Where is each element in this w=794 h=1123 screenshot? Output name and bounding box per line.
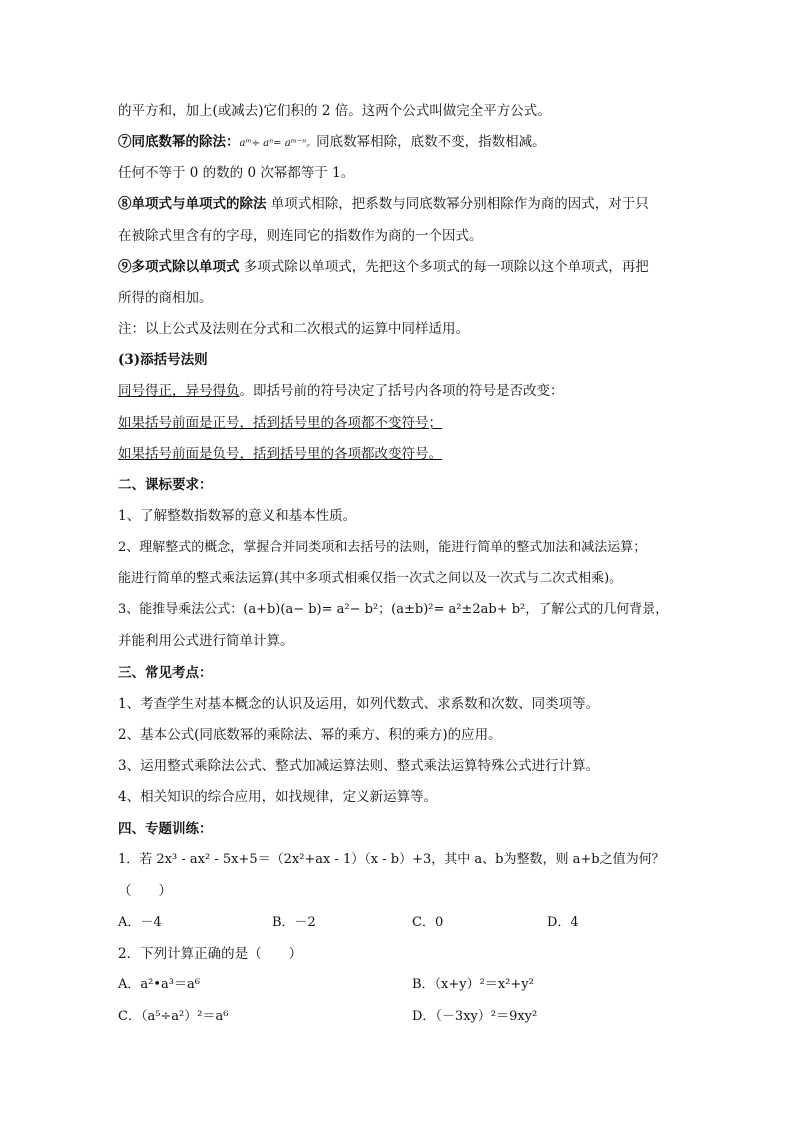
section-heading: (3)添括号法则 (118, 352, 208, 368)
question-1: 1．若 2x³ - ax² - 5x+5＝（2x²+ax - 1）（x - b）+3，其中 a、b为整数，则 a+b之值为何？ (118, 852, 665, 867)
q1-option-b: B．－2 (272, 915, 316, 930)
text-line: 的平方和，加上(或减去)它们积的 2 倍。这两个公式叫做完全平方公式。 (118, 103, 551, 119)
underlined-phrase: 同号得正，异号得负 (118, 383, 240, 399)
text-line: 3、能推导乘法公式：(a+b)(a− b)= a²− b²；(a±b)²= a²±2ab+ b²，了解公式的几何背景， (118, 602, 669, 617)
rule-text: 同底数幂相除，底数不变，指数相减。 (316, 134, 546, 150)
text-line: 1、考查学生对基本概念的认识及运用，如列代数式、求系数和次数、同类项等。 (118, 696, 600, 712)
rule-text: 多项式除以单项式，先把这个多项式的每一项除以这个单项式，再把 (239, 259, 649, 275)
text-line: 并能利用公式进行简单计算。 (118, 633, 294, 649)
q1-option-a: A．－4 (118, 915, 162, 930)
text-line: 能进行简单的整式乘法运算(其中多项式相乘仅指一次式之间以及一次式与二次式相乘)。 (118, 571, 623, 586)
text-line: 2、理解整式的概念，掌握合并同类项和去括号的法则，能进行简单的整式加法和减法运算； (118, 540, 647, 555)
text-line: 如果括号前面是负号，括到括号里的各项都改变符号。 (118, 446, 442, 462)
note-line: 注：以上公式及法则在分式和二次根式的运算中同样适用。 (118, 321, 469, 337)
q2-option-d: D．（－3xy）²＝9xy² (412, 1009, 538, 1024)
section-heading: 三、常见考点： (118, 665, 213, 681)
rule-division-same-base (118, 134, 678, 152)
q2-option-b: B．（x+y）²＝x²+y² (412, 977, 534, 992)
text-line: 4、相关知识的综合应用，如找规律，定义新运算等。 (118, 789, 438, 805)
rule-heading: ⑨多项式除以单项式 (118, 259, 240, 275)
section-heading: 二、课标要求： (118, 477, 213, 493)
question-2: 2．下列计算正确的是（ ） (118, 946, 303, 962)
q1-option-c: C．0 (412, 915, 444, 930)
q2-option-a: A．a²•a³＝a⁶ (118, 977, 200, 992)
rule-heading: ⑦同底数幂的除法： (118, 134, 240, 150)
text-line: 2、基本公式(同底数幂的乘除法、幂的乘方、积的乘方)的应用。 (118, 727, 502, 743)
text-line: 如果括号前面是正号，括到括号里的各项都不变符号； (118, 415, 442, 431)
section-heading: 四、专题训练： (118, 821, 213, 837)
q1-option-d: D．4 (547, 915, 579, 930)
text-line: 1、了解整数指数幂的意义和基本性质。 (118, 508, 357, 524)
text-line: 在被除式里含有的字母，则连同它的指数作为商的一个因式。 (118, 228, 483, 244)
rule-polynomial-division (118, 259, 678, 275)
formula: aᵐ÷ aⁿ= aᵐ⁻ⁿ。 (239, 138, 317, 149)
text-line: 3、运用整式乘除法公式、整式加减运算法则、整式乘法运算特殊公式进行计算。 (118, 758, 600, 774)
text-line: 任何不等于 0 的数的 0 次幂都等于 1。 (118, 165, 355, 181)
answer-blank: （ ） (118, 883, 172, 899)
rule-heading: ⑧单项式与单项式的除法 (118, 196, 267, 212)
rule-text: 单项式相除，把系数与同底数幂分别相除作为商的因式，对于只 (266, 196, 649, 212)
rule-monomial-division (118, 196, 678, 212)
bracket-rule (118, 383, 678, 399)
text-line: 所得的商相加。 (118, 290, 213, 306)
q2-option-c: C．（a⁵÷a²）²＝a⁶ (118, 1009, 229, 1024)
rule-text: 。即括号前的符号决定了括号内各项的符号是否改变： (239, 383, 564, 399)
